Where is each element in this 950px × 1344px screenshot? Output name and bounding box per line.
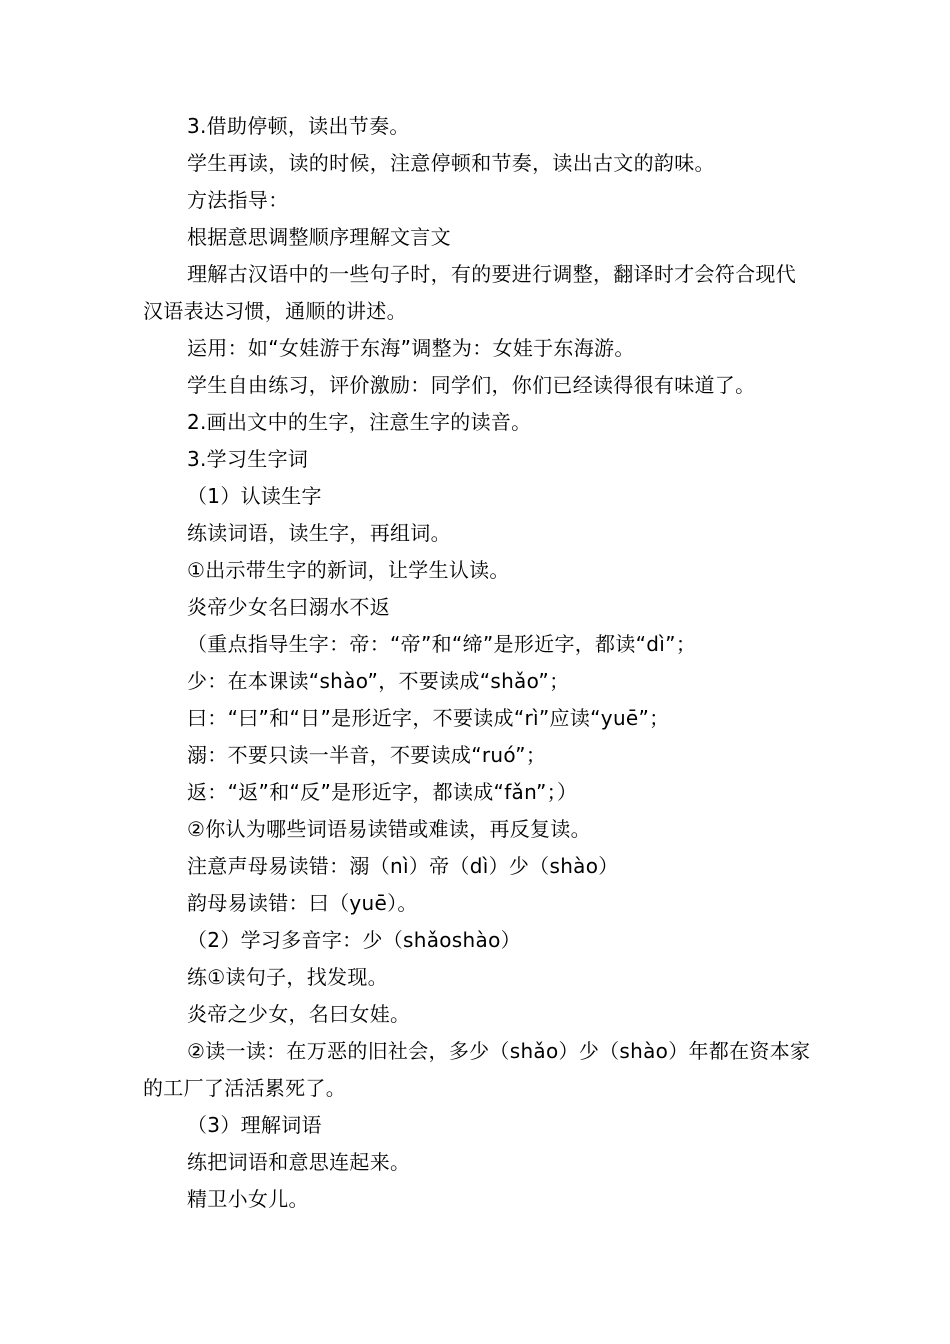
paragraph-25: ②读一读：在万恶的旧社会，多少（shǎo）少（shào）年都在资本家的工厂了活活累死了。 [143, 1039, 811, 1100]
paragraph-21: 韵母易读错：曰（yuē）。 [187, 891, 418, 915]
paragraph-22: （2）学习多音字：少（shǎoshào） [187, 928, 521, 952]
paragraph-24: 炎帝之少女，名曰女娃。 [187, 1002, 411, 1026]
paragraph-3: 方法指导： [187, 188, 289, 212]
paragraph-15: 少：在本课读“shào”，不要读成“shǎo”； [187, 669, 570, 693]
paragraph-12: ①出示带生字的新词，让学生认读。 [187, 558, 510, 582]
paragraph-17: 溺：不要只读一半音，不要读成“ruó”； [187, 743, 547, 767]
document-body [143, 108, 815, 1218]
paragraph-20: 注意声母易读错：溺（nì）帝（dì）少（shào） [187, 854, 619, 878]
paragraph-23: 练①读句子，找发现。 [187, 965, 388, 989]
paragraph-4: 根据意思调整顺序理解文言文 [187, 225, 451, 249]
paragraph-11: 练读词语，读生字，再组词。 [187, 521, 451, 545]
paragraph-14: （重点指导生字：帝：“帝”和“缔”是形近字，都读“dì”； [187, 632, 697, 656]
paragraph-18: 返：“返”和“反”是形近字，都读成“fǎn”；） [187, 780, 578, 804]
paragraph-28: 精卫小女儿。 [187, 1187, 309, 1211]
paragraph-27: 练把词语和意思连起来。 [187, 1150, 411, 1174]
paragraph-5: 理解古汉语中的一些句子时，有的要进行调整，翻译时才会符合现代汉语表达习惯，通顺的讲述。 [143, 262, 796, 323]
paragraph-19: ②你认为哪些词语易读错或难读，再反复读。 [187, 817, 591, 841]
paragraph-7: 学生自由练习，评价激励：同学们，你们已经读得很有味道了。 [187, 373, 756, 397]
paragraph-26: （3）理解词语 [187, 1113, 322, 1137]
paragraph-6: 运用：如“女娃游于东海”调整为：女娃于东海游。 [187, 336, 635, 360]
paragraph-8: 2.画出文中的生字，注意生字的读音。 [187, 410, 532, 434]
paragraph-1: 3.借助停顿，读出节奏。 [187, 114, 410, 138]
paragraph-10: （1）认读生字 [187, 484, 322, 508]
paragraph-13: 炎帝少女名曰溺水不返 [187, 595, 390, 619]
paragraph-9: 3.学习生字词 [187, 447, 309, 471]
paragraph-2: 学生再读，读的时候，注意停顿和节奏，读出古文的韵味。 [187, 151, 715, 175]
paragraph-16: 曰：“曰”和“日”是形近字，不要读成“rì”应读“yuē”； [187, 706, 670, 730]
